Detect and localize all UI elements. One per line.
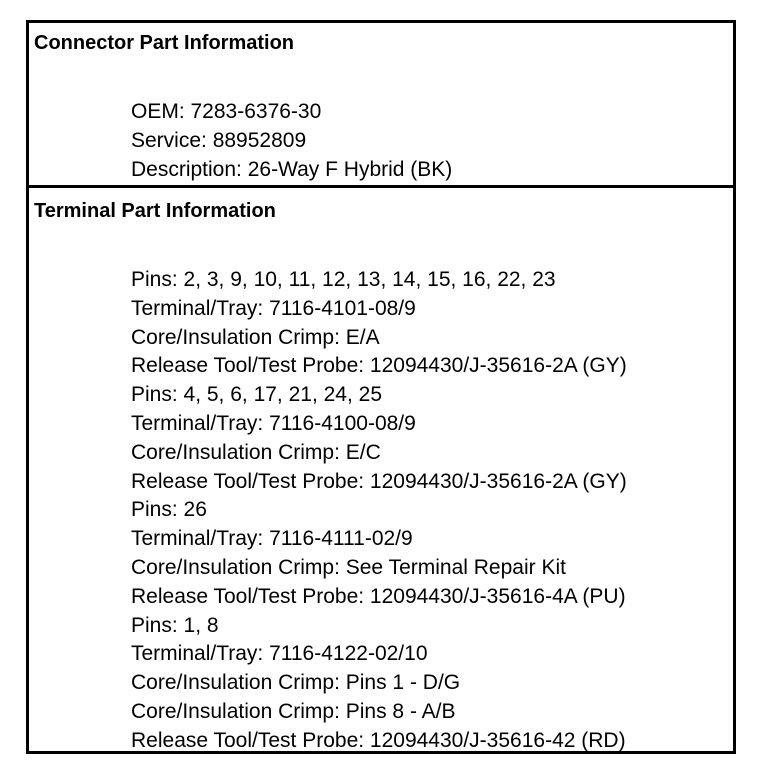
terminal-part-heading: Terminal Part Information <box>34 200 276 222</box>
connector-part-lines <box>131 98 452 184</box>
terminal-line: Core/Insulation Crimp: Pins 1 - D/G <box>131 671 461 695</box>
terminal-line: Core/Insulation Crimp: See Terminal Repair Kit <box>131 555 566 579</box>
terminal-line: Release Tool/Test Probe: 12094430/J-35616-42 (RD) <box>131 728 626 752</box>
connector-description-line: Description: 26-Way F Hybrid (BK) <box>131 157 453 181</box>
terminal-line: Pins: 4, 5, 6, 17, 21, 24, 25 <box>131 383 383 407</box>
terminal-part-lines <box>131 266 627 756</box>
terminal-line: Pins: 2, 3, 9, 10, 11, 12, 13, 14, 15, 16, 22, 23 <box>131 268 556 291</box>
terminal-line: Terminal/Tray: 7116-4111-02/9 <box>131 527 413 551</box>
connector-part-section <box>29 23 733 188</box>
connector-service-line: Service: 88952809 <box>131 128 307 152</box>
terminal-line: Pins: 1, 8 <box>131 613 219 637</box>
terminal-line: Terminal/Tray: 7116-4100-08/9 <box>131 411 416 435</box>
terminal-line: Core/Insulation Crimp: Pins 8 - A/B <box>131 699 456 723</box>
terminal-line: Terminal/Tray: 7116-4101-08/9 <box>131 296 416 320</box>
connector-info-table <box>26 20 736 754</box>
terminal-line: Release Tool/Test Probe: 12094430/J-35616-4A (PU) <box>131 584 626 608</box>
terminal-line: Terminal/Tray: 7116-4122-02/10 <box>131 642 428 666</box>
connector-part-heading: Connector Part Information <box>34 32 295 54</box>
terminal-line: Release Tool/Test Probe: 12094430/J-35616-2A (GY) <box>131 354 627 378</box>
terminal-line: Release Tool/Test Probe: 12094430/J-35616-2A (GY) <box>131 469 627 493</box>
terminal-line: Pins: 26 <box>131 498 207 522</box>
connector-oem-line: OEM: 7283-6376-30 <box>131 100 322 123</box>
terminal-line: Core/Insulation Crimp: E/C <box>131 440 381 464</box>
terminal-part-section <box>29 188 733 751</box>
terminal-line: Core/Insulation Crimp: E/A <box>131 325 380 349</box>
